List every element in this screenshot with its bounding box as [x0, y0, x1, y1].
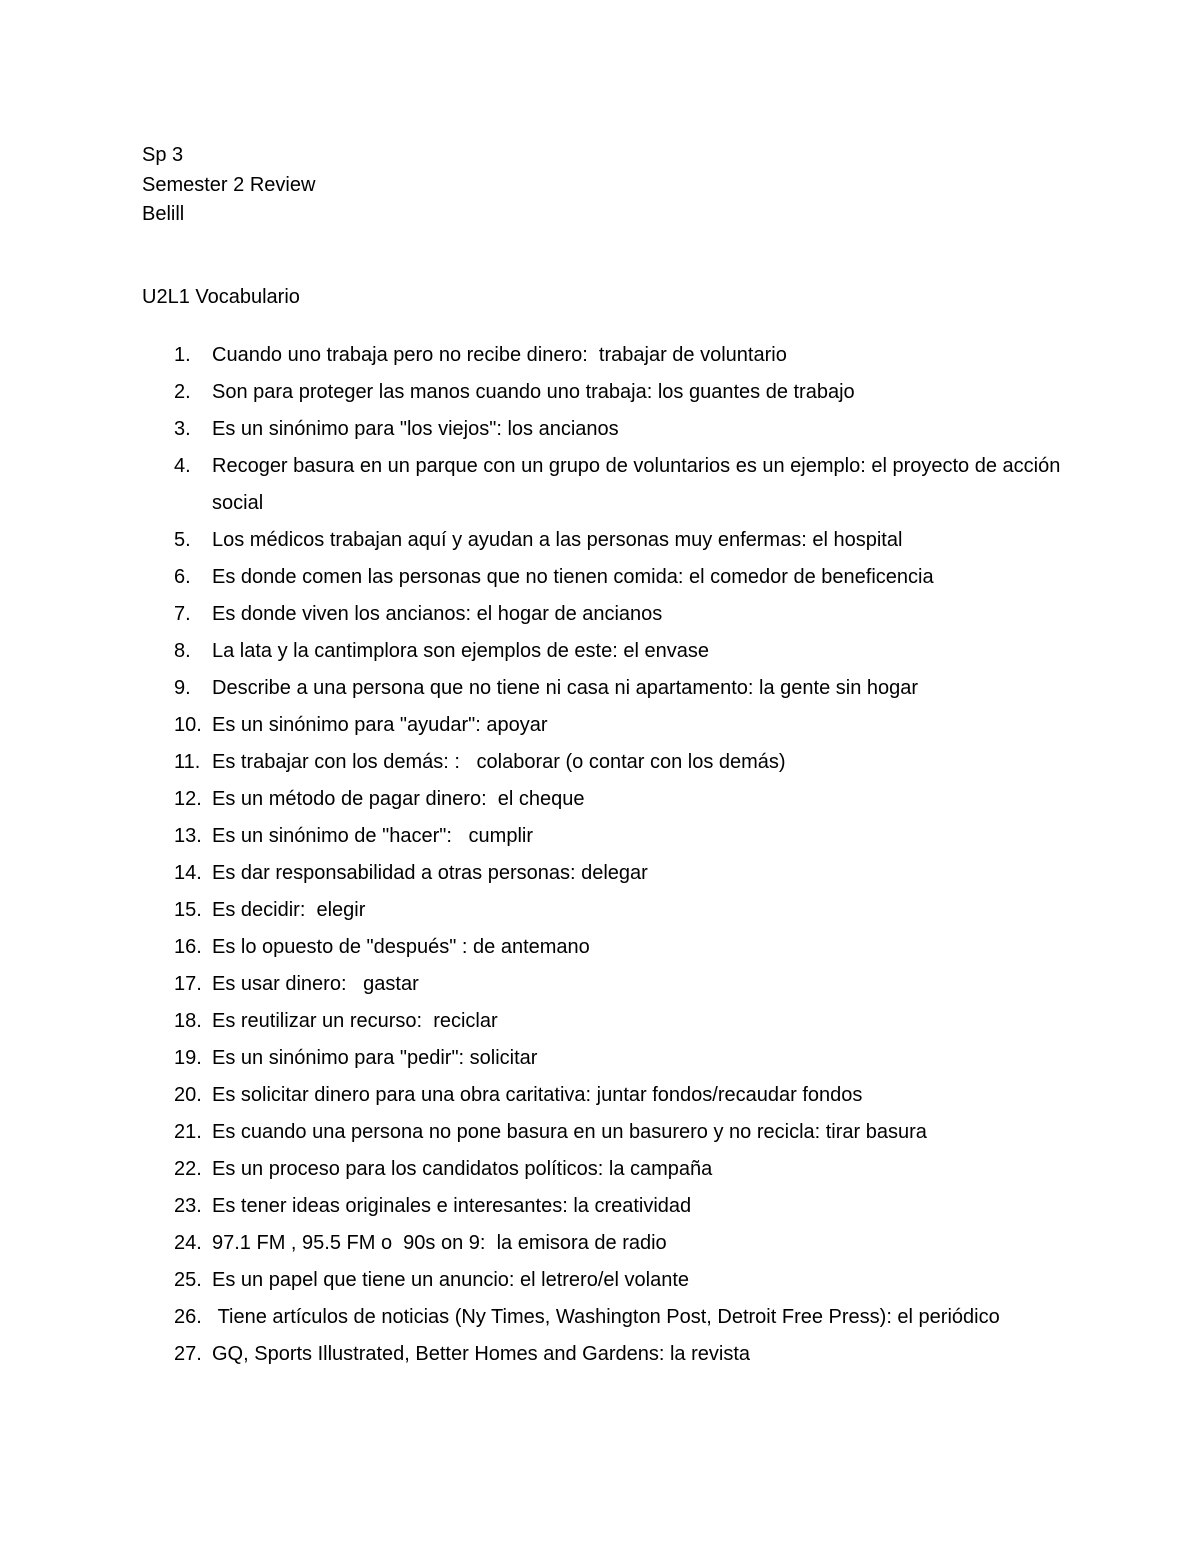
- list-item-text: Cuando uno trabaja pero no recibe dinero: trabajar de voluntario: [212, 344, 787, 366]
- list-item-number: 6.: [174, 566, 191, 588]
- list-item-text: Es trabajar con los demás: : colaborar (o contar con los demás): [212, 751, 786, 773]
- list-item-number: 3.: [174, 418, 191, 440]
- list-item: [0, 1188, 1200, 1225]
- list-item: [0, 1299, 1200, 1336]
- list-item-text: Es decidir: elegir: [212, 899, 366, 921]
- list-item-text: Es dar responsabilidad a otras personas: delegar: [212, 862, 648, 884]
- list-item-number: 12.: [174, 788, 202, 810]
- document-header: [142, 141, 315, 230]
- list-item-text: La lata y la cantimplora son ejemplos de este: el envase: [212, 640, 709, 662]
- list-item-number: 16.: [174, 936, 202, 958]
- list-item: [0, 818, 1200, 855]
- list-item: [0, 633, 1200, 670]
- list-item-number: 2.: [174, 381, 191, 403]
- list-item-text: Es un sinónimo para "ayudar": apoyar: [212, 714, 548, 736]
- list-item-text: Son para proteger las manos cuando uno trabaja: los guantes de trabajo: [212, 381, 855, 403]
- teacher-name: Belill: [142, 203, 185, 225]
- list-item: [0, 781, 1200, 818]
- list-item-text: 97.1 FM , 95.5 FM o 90s on 9: la emisora de radio: [212, 1232, 667, 1254]
- list-item: [0, 596, 1200, 633]
- list-item-text: Es un método de pagar dinero: el cheque: [212, 788, 585, 810]
- list-item: [0, 559, 1200, 596]
- list-item-text: Es reutilizar un recurso: reciclar: [212, 1010, 498, 1032]
- list-item: [0, 670, 1200, 707]
- list-item-text: Es cuando una persona no pone basura en un basurero y no recicla: tirar basura: [212, 1121, 927, 1143]
- list-item: [0, 892, 1200, 929]
- list-item-number: 14.: [174, 862, 202, 884]
- list-item-number: 17.: [174, 973, 202, 995]
- list-item-text: Es lo opuesto de "después" : de antemano: [212, 936, 590, 958]
- list-item: [0, 448, 1200, 522]
- list-item-text: Tiene artículos de noticias (Ny Times, Washington Post, Detroit Free Press): el periódico: [212, 1306, 1000, 1328]
- list-item: [0, 1225, 1200, 1262]
- list-item: [0, 1003, 1200, 1040]
- list-item-text: Es un sinónimo para "los viejos": los ancianos: [212, 418, 619, 440]
- list-item-number: 21.: [174, 1121, 202, 1143]
- list-item-number: 20.: [174, 1084, 202, 1106]
- list-item: [0, 855, 1200, 892]
- list-item: [0, 374, 1200, 411]
- list-item-text: GQ, Sports Illustrated, Better Homes and Gardens: la revista: [212, 1343, 751, 1365]
- list-item: [0, 966, 1200, 1003]
- list-item-number: 27.: [174, 1343, 202, 1365]
- list-item-number: 18.: [174, 1010, 202, 1032]
- list-item-number: 11.: [174, 751, 201, 773]
- section-title: U2L1 Vocabulario: [142, 286, 300, 308]
- list-item-text: Es solicitar dinero para una obra caritativa: juntar fondos/recaudar fondos: [212, 1084, 863, 1106]
- list-item-number: 23.: [174, 1195, 202, 1217]
- list-item-text: Es usar dinero: gastar: [212, 973, 419, 995]
- document-title: Semester 2 Review: [142, 173, 316, 196]
- list-item: [0, 744, 1200, 781]
- course-name: Sp 3: [142, 144, 184, 166]
- list-item-number: 4.: [174, 455, 191, 477]
- list-item-text: Los médicos trabajan aquí y ayudan a las personas muy enfermas: el hospital: [212, 529, 903, 551]
- list-item: [0, 1040, 1200, 1077]
- list-item-text: Es un proceso para los candidatos políticos: la campaña: [212, 1158, 713, 1180]
- list-item: [0, 337, 1200, 374]
- list-item-number: 24.: [174, 1232, 202, 1254]
- list-item: [0, 1336, 1200, 1373]
- list-item-number: 5.: [174, 529, 191, 551]
- list-item: [0, 929, 1200, 966]
- list-item: [0, 1151, 1200, 1188]
- list-item-text: Es donde comen las personas que no tienen comida: el comedor de beneficencia: [212, 566, 934, 588]
- list-item-number: 7.: [174, 603, 191, 625]
- list-item: [0, 1262, 1200, 1299]
- list-item-text: Es un sinónimo de "hacer": cumplir: [212, 825, 534, 847]
- list-item-number: 13.: [174, 825, 202, 847]
- list-item: [0, 707, 1200, 744]
- vocabulary-list: [0, 337, 1200, 1373]
- list-item-text: Recoger basura en un parque con un grupo de voluntarios es un ejemplo: el proyecto de acción social: [212, 455, 1066, 514]
- list-item: [0, 411, 1200, 448]
- list-item-text: Es tener ideas originales e interesantes: la creatividad: [212, 1195, 692, 1217]
- list-item-number: 19.: [174, 1047, 202, 1069]
- list-item-number: 8.: [174, 640, 191, 662]
- list-item: [0, 522, 1200, 559]
- list-item-number: 25.: [174, 1269, 202, 1291]
- list-item: [0, 1114, 1200, 1151]
- list-item-text: Es un sinónimo para "pedir": solicitar: [212, 1047, 538, 1069]
- list-item-number: 10.: [174, 714, 202, 736]
- list-item: [0, 1077, 1200, 1114]
- list-item-number: 15.: [174, 899, 202, 921]
- list-item-number: 1.: [174, 344, 191, 366]
- list-item-number: 22.: [174, 1158, 202, 1180]
- list-item-text: Describe a una persona que no tiene ni casa ni apartamento: la gente sin hogar: [212, 677, 919, 699]
- list-item-text: Es donde viven los ancianos: el hogar de ancianos: [212, 603, 663, 625]
- list-item-number: 26.: [174, 1306, 202, 1328]
- list-item-number: 9.: [174, 677, 191, 699]
- list-item-text: Es un papel que tiene un anuncio: el letrero/el volante: [212, 1269, 690, 1291]
